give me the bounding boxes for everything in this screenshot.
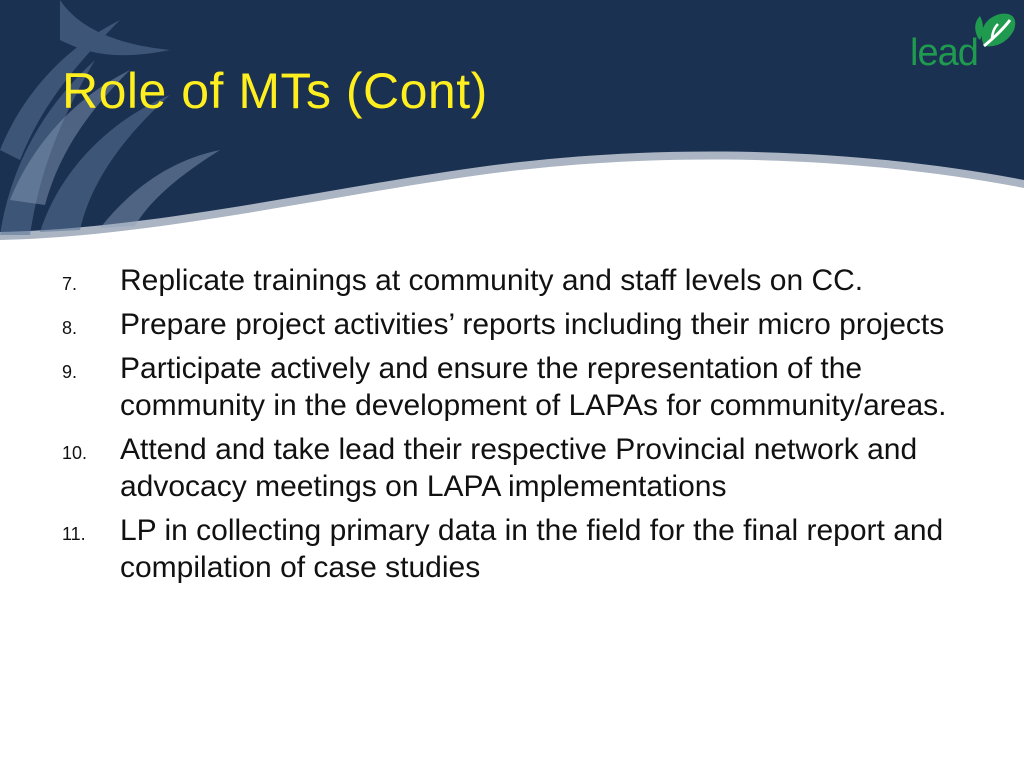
list-item-text: Attend and take lead their respective Provincial network and advocacy meetings on LAPA implementations — [120, 433, 918, 503]
list-item-number: 7. — [62, 274, 78, 294]
list-item — [0, 350, 1000, 424]
list-item-number: 11. — [62, 524, 86, 544]
list-item-text: LP in collecting primary data in the field for the final report and compilation of case studies — [120, 514, 944, 584]
list-item-number: 8. — [62, 318, 78, 338]
logo-text: lead — [910, 32, 978, 74]
role-list — [0, 262, 1000, 593]
list-item — [0, 306, 1000, 343]
list-item-number: 9. — [62, 362, 78, 382]
list-item — [0, 262, 1000, 299]
list-item — [0, 512, 1000, 586]
list-item-text: Prepare project activities’ reports including their micro projects — [120, 308, 945, 341]
header-banner — [0, 0, 1024, 260]
list-item-text: Replicate trainings at community and staff levels on CC. — [120, 264, 864, 297]
slide-title: Role of MTs (Cont) — [62, 63, 488, 119]
list-item-text: Participate actively and ensure the representation of the community in the development of LAPAs for community/areas. — [120, 352, 947, 422]
list-item-number: 10. — [62, 443, 88, 463]
list-item — [0, 431, 1000, 505]
